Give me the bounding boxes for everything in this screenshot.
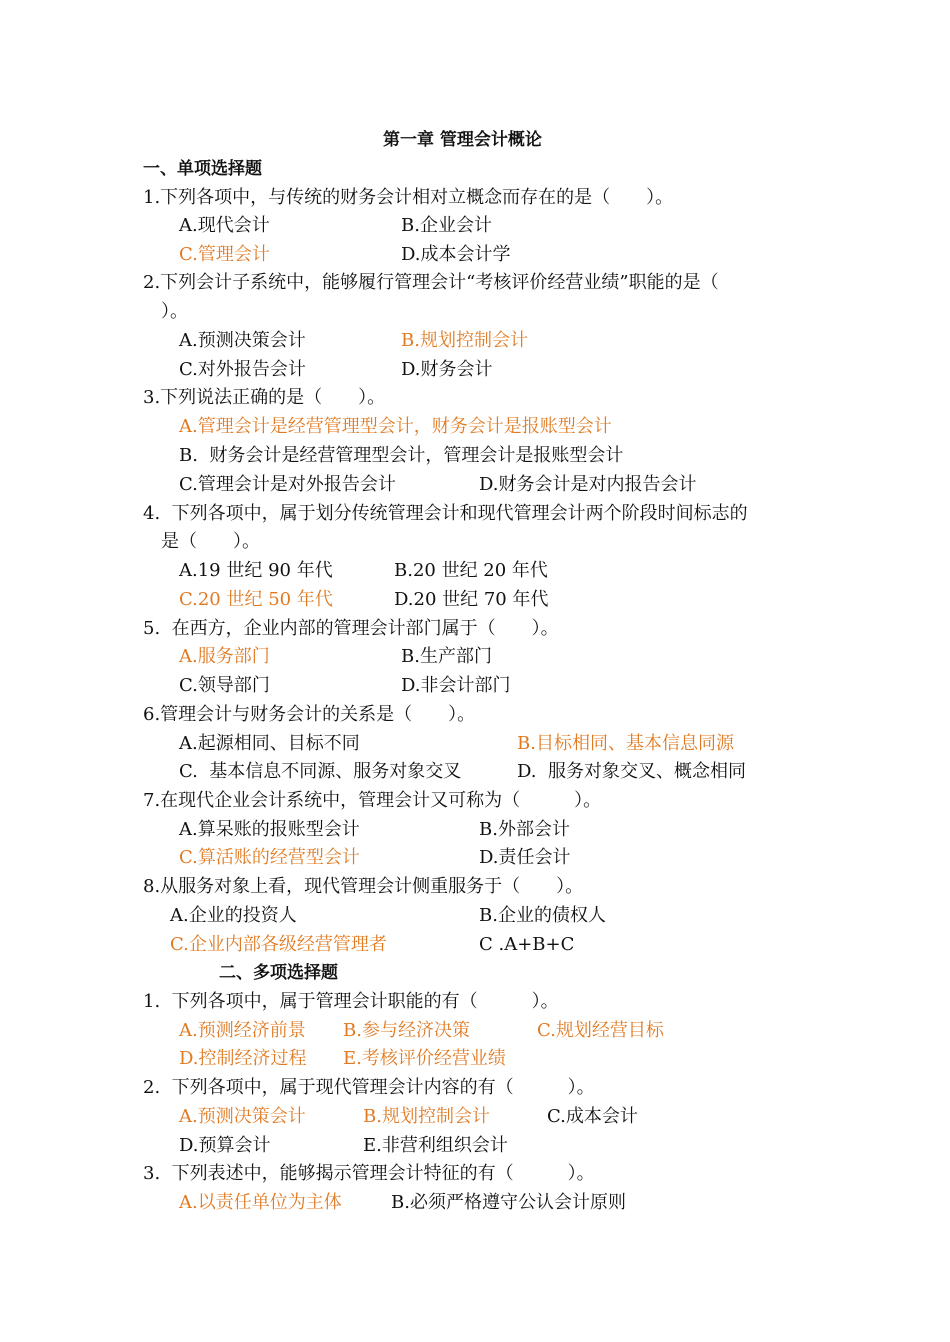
option-correct: A.以责任单位为主体 [179, 1192, 342, 1213]
option: D.预算会计 [179, 1135, 271, 1156]
option: A.预测决策会计 [179, 330, 306, 351]
question-stem: 1.下列各项中，与传统的财务会计相对立概念而存在的是（ ）。 [143, 187, 674, 208]
option: D.20 世纪 70 年代 [394, 589, 549, 610]
option-correct: C.企业内部各级经营管理者 [170, 934, 387, 955]
option-correct: C.规划经营目标 [537, 1020, 664, 1041]
option: A.19 世纪 90 年代 [179, 560, 333, 581]
option: D.财务会计是对内报告会计 [479, 474, 697, 495]
option: C.管理会计是对外报告会计 [179, 474, 396, 495]
option: C.成本会计 [547, 1106, 638, 1127]
option: C. 基本信息不同源、服务对象交叉 [179, 761, 462, 782]
option-correct: E.考核评价经营业绩 [343, 1048, 506, 1069]
option-correct: C.管理会计 [179, 244, 270, 265]
question-stem: 5. 在西方，企业内部的管理会计部门属于（ ）。 [143, 618, 559, 639]
question-stem: 7.在现代企业会计系统中，管理会计又可称为（ ）。 [143, 790, 602, 811]
option: B.必须严格遵守公认会计原则 [391, 1192, 626, 1213]
option: B. 财务会计是经营管理型会计，管理会计是报账型会计 [179, 445, 624, 466]
option-correct: B.参与经济决策 [343, 1020, 470, 1041]
section-heading-multiple-choice: 二、多项选择题 [219, 963, 338, 983]
option: C.对外报告会计 [179, 359, 306, 380]
option-correct: A.管理会计是经营管理型会计，财务会计是报账型会计 [179, 416, 612, 437]
option-correct: C.20 世纪 50 年代 [179, 589, 333, 610]
question-stem: 2.下列会计子系统中，能够履行管理会计“考核评价经营业绩”职能的是（ [143, 272, 719, 293]
question-stem: 6.管理会计与财务会计的关系是（ ）。 [143, 704, 476, 725]
option: B.外部会计 [479, 819, 570, 840]
option-correct: B.规划控制会计 [401, 330, 528, 351]
option: B.20 世纪 20 年代 [394, 560, 548, 581]
option: C.领导部门 [179, 675, 270, 696]
question-stem: 3.下列说法正确的是（ ）。 [143, 387, 386, 408]
option: A.现代会计 [179, 215, 270, 236]
option: C .A+B+C [479, 934, 575, 955]
option-correct: D.控制经济过程 [179, 1048, 307, 1069]
option-correct: A.服务部门 [179, 646, 270, 667]
option: E.非营利组织会计 [363, 1135, 508, 1156]
page-title: 第一章 管理会计概论 [383, 130, 542, 150]
option-correct: B.目标相同、基本信息同源 [517, 733, 734, 754]
option: D. 服务对象交叉、概念相同 [517, 761, 746, 782]
option-correct: A.预测决策会计 [179, 1106, 306, 1127]
option: A.企业的投资人 [170, 905, 297, 926]
question-stem: 2. 下列各项中，属于现代管理会计内容的有（ ）。 [143, 1077, 595, 1098]
option: B.企业会计 [401, 215, 492, 236]
question-stem: 4. 下列各项中，属于划分传统管理会计和现代管理会计两个阶段时间标志的 [143, 503, 748, 524]
option: B.生产部门 [401, 646, 492, 667]
question-stem: 8.从服务对象上看，现代管理会计侧重服务于（ ）。 [143, 876, 584, 897]
option: A.算呆账的报账型会计 [179, 819, 360, 840]
option: D.责任会计 [479, 847, 571, 868]
option-correct: B.规划控制会计 [363, 1106, 490, 1127]
question-stem: 1. 下列各项中，属于管理会计职能的有（ ）。 [143, 991, 559, 1012]
option: B.企业的债权人 [479, 905, 606, 926]
option-correct: C.算活账的经营型会计 [179, 847, 360, 868]
question-stem: 3. 下列表述中，能够揭示管理会计特征的有（ ）。 [143, 1163, 595, 1184]
question-stem-continued: ）。 [161, 301, 188, 322]
option: D.财务会计 [401, 359, 493, 380]
section-heading-single-choice: 一、单项选择题 [143, 159, 262, 179]
question-stem-continued: 是（ ）。 [161, 531, 260, 552]
option-correct: A.预测经济前景 [179, 1020, 306, 1041]
option: D.非会计部门 [401, 675, 511, 696]
option: A.起源相同、目标不同 [179, 733, 360, 754]
option: D.成本会计学 [401, 244, 511, 265]
